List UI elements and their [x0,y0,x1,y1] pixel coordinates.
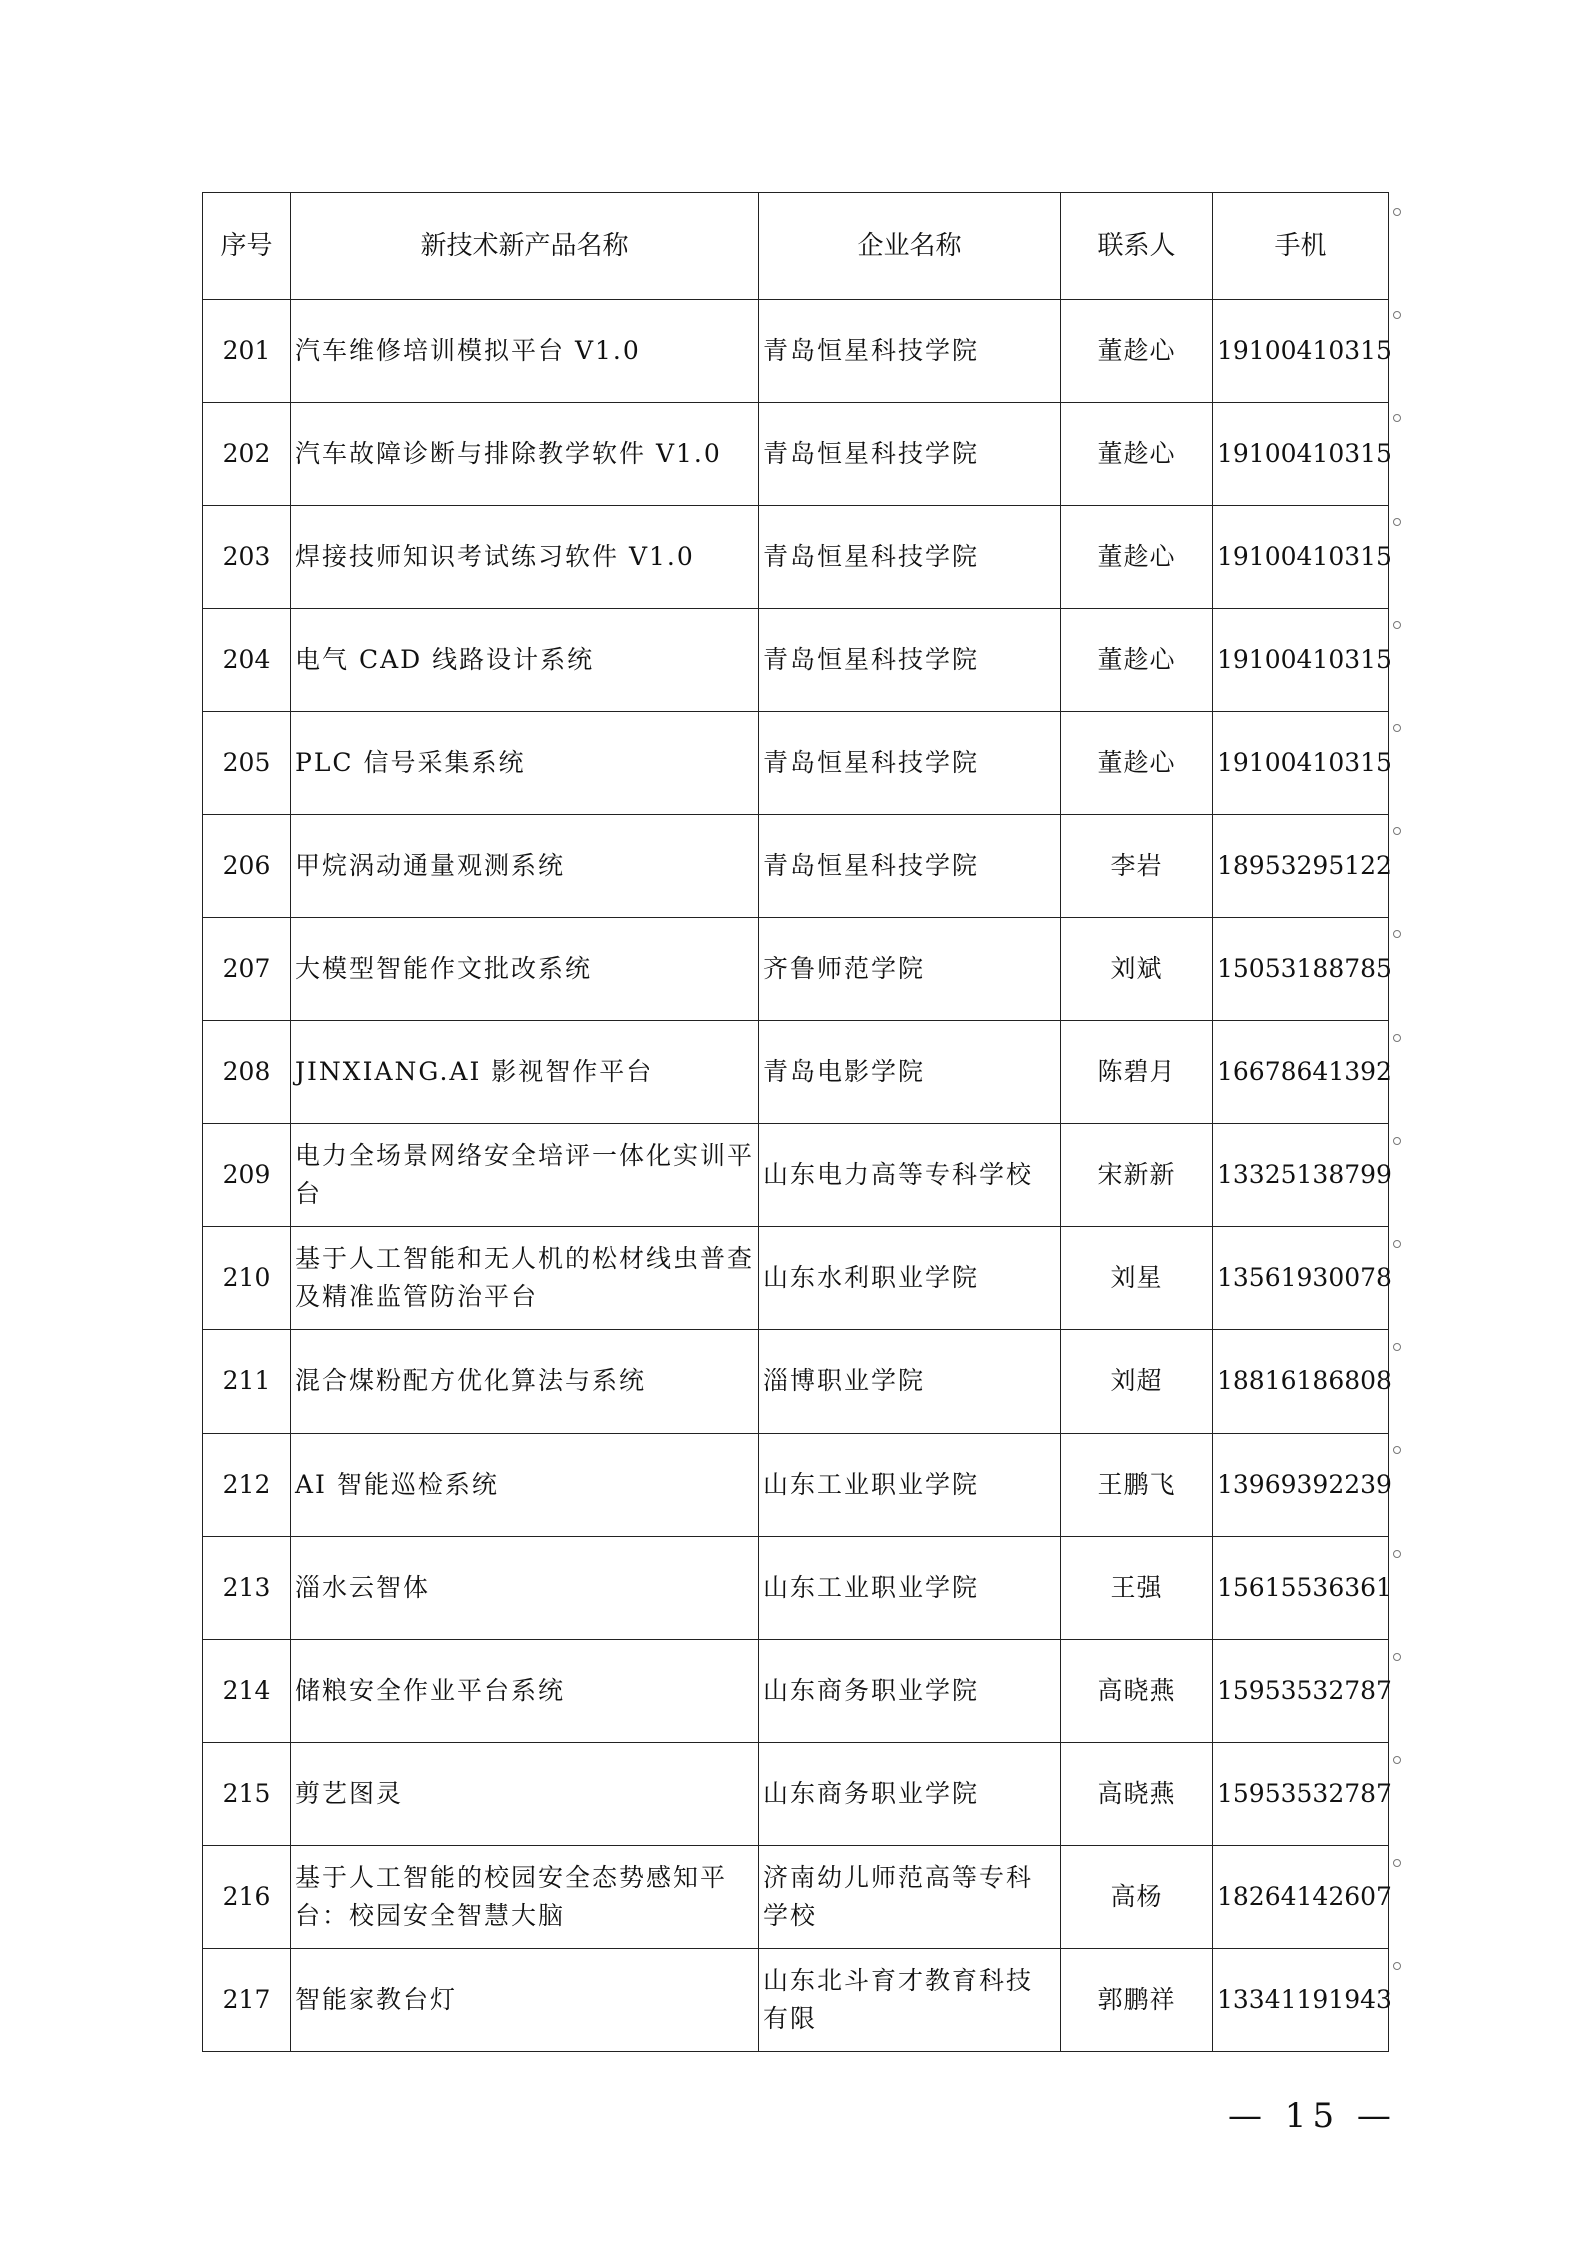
table-row [203,1536,1389,1639]
cell-product: 基于人工智能的校园安全态势感知平台：校园安全智慧大脑 [291,1845,759,1948]
cell-contact: 刘超 [1061,1330,1213,1433]
cell-contact: 王强 [1061,1536,1213,1639]
cell-no: 205 [203,712,291,815]
cell-enterprise: 齐鲁师范学院 [759,918,1061,1021]
cell-product: 智能家教台灯 [291,1948,759,2051]
cell-enterprise: 山东电力高等专科学校 [759,1124,1061,1227]
cell-phone: 13561930078 [1213,1227,1389,1330]
row-end-mark [1393,1034,1401,1042]
cell-contact: 高晓燕 [1061,1742,1213,1845]
cell-no: 203 [203,506,291,609]
cell-phone: 19100410315 [1213,403,1389,506]
table-row [203,300,1389,403]
cell-product: 大模型智能作文批改系统 [291,918,759,1021]
table-row [203,403,1389,506]
row-end-mark [1393,208,1401,216]
table-row [203,1330,1389,1433]
table-row [203,609,1389,712]
cell-phone: 19100410315 [1213,609,1389,712]
table-row [203,712,1389,815]
cell-phone: 16678641392 [1213,1021,1389,1124]
cell-no: 210 [203,1227,291,1330]
cell-product: 淄水云智体 [291,1536,759,1639]
table-row [203,1433,1389,1536]
cell-product: 剪艺图灵 [291,1742,759,1845]
cell-enterprise: 山东北斗育才教育科技有限 [759,1948,1061,2051]
cell-no: 212 [203,1433,291,1536]
cell-product: 电力全场景网络安全培评一体化实训平台 [291,1124,759,1227]
cell-phone: 19100410315 [1213,506,1389,609]
cell-enterprise: 青岛电影学院 [759,1021,1061,1124]
cell-enterprise: 山东水利职业学院 [759,1227,1061,1330]
cell-phone: 13325138799 [1213,1124,1389,1227]
cell-product: AI 智能巡检系统 [291,1433,759,1536]
header-phone: 手机 [1213,193,1389,300]
cell-contact: 陈碧月 [1061,1021,1213,1124]
cell-product: 汽车故障诊断与排除教学软件 V1.0 [291,403,759,506]
cell-phone: 19100410315 [1213,300,1389,403]
cell-contact: 刘星 [1061,1227,1213,1330]
row-end-mark [1393,1962,1401,1970]
cell-product: 电气 CAD 线路设计系统 [291,609,759,712]
cell-no: 217 [203,1948,291,2051]
cell-product: 甲烷涡动通量观测系统 [291,815,759,918]
cell-contact: 董趁心 [1061,300,1213,403]
cell-no: 209 [203,1124,291,1227]
cell-product: 储粮安全作业平台系统 [291,1639,759,1742]
row-end-mark [1393,1859,1401,1867]
cell-phone: 18953295122 [1213,815,1389,918]
row-end-mark [1393,1137,1401,1145]
cell-product: JINXIANG.AI 影视智作平台 [291,1021,759,1124]
cell-phone: 13341191943 [1213,1948,1389,2051]
cell-phone: 15953532787 [1213,1742,1389,1845]
row-end-mark [1393,414,1401,422]
header-contact: 联系人 [1061,193,1213,300]
header-enterprise: 企业名称 [759,193,1061,300]
cell-no: 204 [203,609,291,712]
row-end-mark [1393,1446,1401,1454]
row-end-mark [1393,1240,1401,1248]
cell-contact: 董趁心 [1061,609,1213,712]
table-header-row [203,193,1389,300]
cell-enterprise: 山东商务职业学院 [759,1639,1061,1742]
cell-phone: 19100410315 [1213,712,1389,815]
cell-product: 基于人工智能和无人机的松材线虫普查及精准监管防治平台 [291,1227,759,1330]
row-end-mark [1393,724,1401,732]
cell-no: 207 [203,918,291,1021]
cell-no: 211 [203,1330,291,1433]
cell-contact: 高杨 [1061,1845,1213,1948]
row-end-mark [1393,1550,1401,1558]
cell-enterprise: 淄博职业学院 [759,1330,1061,1433]
cell-enterprise: 青岛恒星科技学院 [759,506,1061,609]
table-row [203,1742,1389,1845]
cell-product: 混合煤粉配方优化算法与系统 [291,1330,759,1433]
cell-enterprise: 山东工业职业学院 [759,1433,1061,1536]
table-row [203,1124,1389,1227]
row-end-mark [1393,930,1401,938]
table-row [203,1948,1389,2051]
table-row [203,1639,1389,1742]
cell-enterprise: 青岛恒星科技学院 [759,609,1061,712]
cell-phone: 15953532787 [1213,1639,1389,1742]
cell-enterprise: 济南幼儿师范高等专科学校 [759,1845,1061,1948]
row-end-mark [1393,1343,1401,1351]
cell-no: 208 [203,1021,291,1124]
cell-no: 214 [203,1639,291,1742]
cell-phone: 18264142607 [1213,1845,1389,1948]
cell-enterprise: 山东商务职业学院 [759,1742,1061,1845]
page-number: — 15 — [1228,2096,1397,2136]
table-row [203,1845,1389,1948]
header-no: 序号 [203,193,291,300]
cell-enterprise: 山东工业职业学院 [759,1536,1061,1639]
cell-contact: 宋新新 [1061,1124,1213,1227]
cell-no: 201 [203,300,291,403]
table-row [203,1227,1389,1330]
row-end-mark [1393,518,1401,526]
cell-no: 215 [203,1742,291,1845]
cell-product: PLC 信号采集系统 [291,712,759,815]
cell-phone: 15053188785 [1213,918,1389,1021]
cell-product: 焊接技师知识考试练习软件 V1.0 [291,506,759,609]
product-table [202,192,1392,2052]
cell-contact: 郭鹏祥 [1061,1948,1213,2051]
cell-contact: 董趁心 [1061,712,1213,815]
cell-enterprise: 青岛恒星科技学院 [759,300,1061,403]
row-end-mark [1393,621,1401,629]
cell-phone: 15615536361 [1213,1536,1389,1639]
cell-enterprise: 青岛恒星科技学院 [759,403,1061,506]
header-product: 新技术新产品名称 [291,193,759,300]
cell-contact: 刘斌 [1061,918,1213,1021]
cell-phone: 18816186808 [1213,1330,1389,1433]
cell-enterprise: 青岛恒星科技学院 [759,815,1061,918]
cell-contact: 李岩 [1061,815,1213,918]
cell-no: 213 [203,1536,291,1639]
row-end-mark [1393,311,1401,319]
cell-contact: 王鹏飞 [1061,1433,1213,1536]
cell-phone: 13969392239 [1213,1433,1389,1536]
cell-no: 206 [203,815,291,918]
row-end-mark [1393,1756,1401,1764]
cell-contact: 董趁心 [1061,506,1213,609]
cell-no: 202 [203,403,291,506]
cell-product: 汽车维修培训模拟平台 V1.0 [291,300,759,403]
cell-enterprise: 青岛恒星科技学院 [759,712,1061,815]
table-body [203,300,1392,2052]
row-end-mark [1393,1653,1401,1661]
table-row [203,815,1389,918]
cell-contact: 高晓燕 [1061,1639,1213,1742]
cell-contact: 董趁心 [1061,403,1213,506]
row-end-mark [1393,827,1401,835]
table-row [203,1021,1389,1124]
table-row [203,918,1389,1021]
table-row [203,506,1389,609]
cell-no: 216 [203,1845,291,1948]
